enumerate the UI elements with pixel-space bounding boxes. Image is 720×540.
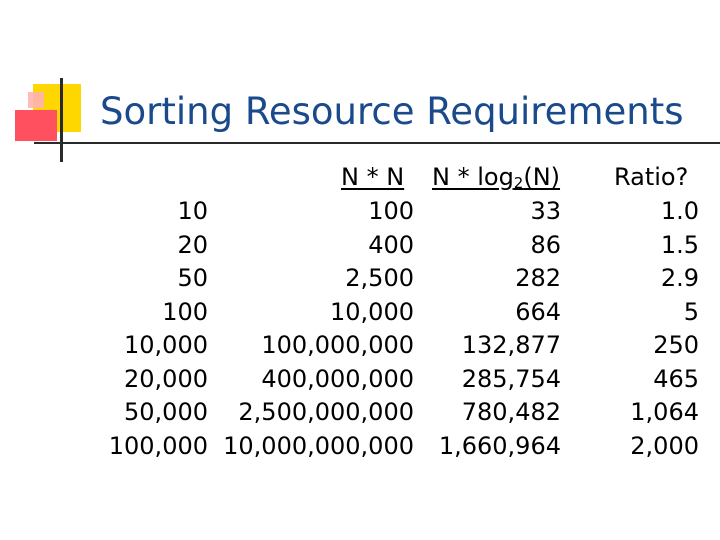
cell-n: 10 xyxy=(177,197,208,225)
cell-n: 50 xyxy=(177,264,208,292)
header-n-squared: N * N xyxy=(341,163,405,191)
cell-n-squared: 10,000 xyxy=(330,297,414,326)
decorative-red-square xyxy=(15,110,57,141)
cell-n-squared: 400,000,000 xyxy=(261,364,414,393)
decorative-vertical-line xyxy=(60,78,63,162)
cell-ratio: 2.9 xyxy=(660,264,699,292)
cell-n-squared: 400 xyxy=(368,230,414,259)
cell-n-log-n: 33 xyxy=(530,197,561,225)
cell-ratio: 1.5 xyxy=(660,230,699,259)
cell-ratio: 465 xyxy=(653,364,699,393)
cell-n: 100 xyxy=(162,297,208,326)
header-ratio: Ratio? xyxy=(614,163,689,191)
cell-n-squared: 100 xyxy=(368,197,414,225)
slide-title: Sorting Resource Requirements xyxy=(100,90,684,133)
cell-n-log-n: 664 xyxy=(515,297,561,326)
cell-n: 20,000 xyxy=(124,364,208,393)
cell-n: 100,000 xyxy=(108,431,208,460)
cell-ratio: 5 xyxy=(683,297,699,326)
cell-ratio: 250 xyxy=(653,331,699,359)
cell-n-squared: 2,500 xyxy=(345,264,414,292)
cell-n-log-n: 86 xyxy=(530,230,561,259)
header-n-log-n-subscript: 2 xyxy=(513,174,524,192)
cell-n: 50,000 xyxy=(124,398,208,426)
cell-n-log-n: 282 xyxy=(515,264,561,292)
cell-n-log-n: 1,660,964 xyxy=(438,431,561,460)
cell-n-log-n: 285,754 xyxy=(461,364,561,393)
cell-n: 20 xyxy=(177,230,208,259)
cell-ratio: 1.0 xyxy=(660,197,699,225)
cell-n-log-n: 132,877 xyxy=(461,331,561,359)
cell-n: 10,000 xyxy=(124,331,208,359)
title-underline-rule xyxy=(34,142,720,144)
cell-n-squared: 2,500,000,000 xyxy=(238,398,414,426)
cell-ratio: 1,064 xyxy=(630,398,699,426)
header-n-log-n xyxy=(432,160,560,194)
decorative-pink-square xyxy=(28,92,44,108)
header-n-log-n-prefix: N * log xyxy=(432,163,514,191)
cell-n-squared: 100,000,000 xyxy=(261,331,414,359)
cell-ratio: 2,000 xyxy=(630,431,699,460)
header-n-log-n-suffix: (N) xyxy=(523,163,561,191)
cell-n-squared: 10,000,000,000 xyxy=(223,431,414,460)
cell-n-log-n: 780,482 xyxy=(461,398,561,426)
